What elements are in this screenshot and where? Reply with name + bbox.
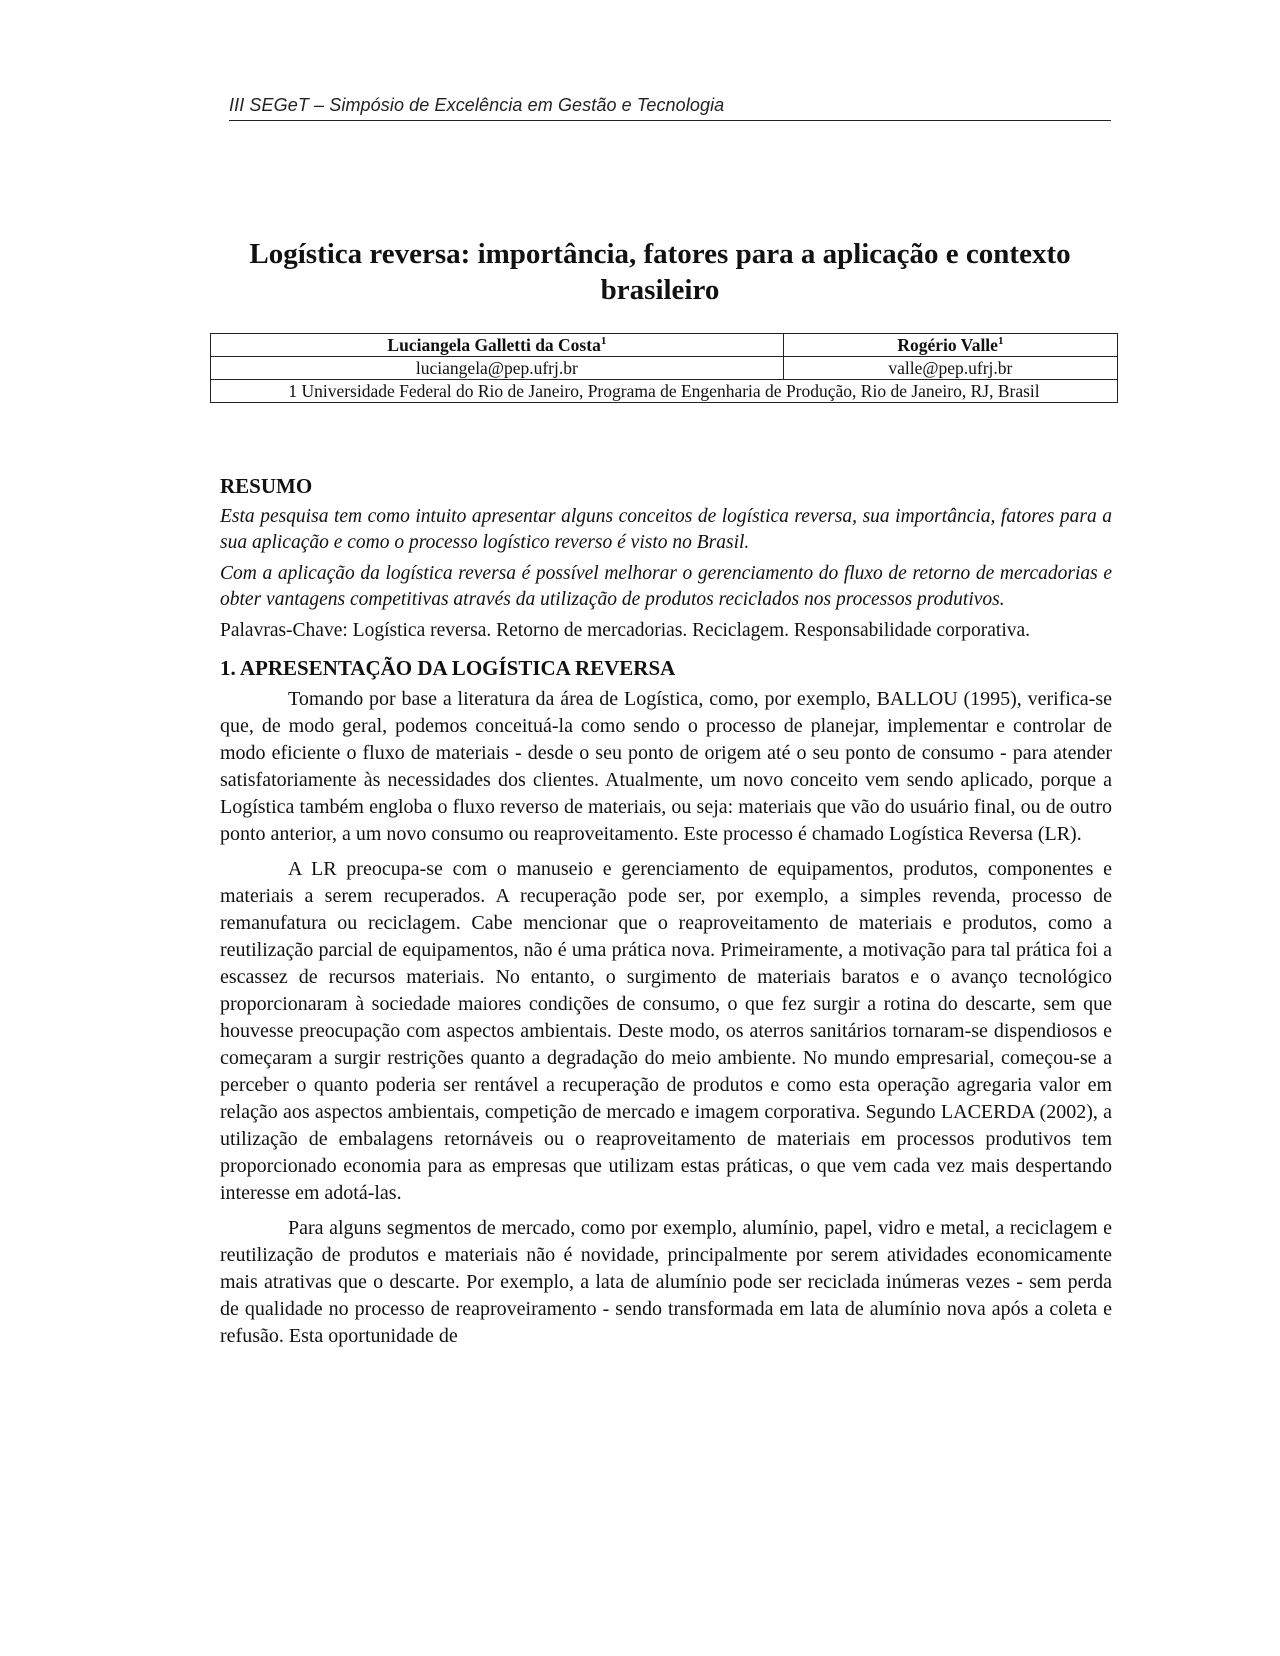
affiliation-row [211, 380, 1118, 403]
author-affiliation-mark: 1 [997, 335, 1004, 348]
abstract-heading: RESUMO [220, 474, 313, 498]
section-heading: 1. APRESENTAÇÃO DA LOGÍSTICA REVERSA [220, 655, 676, 680]
abstract-paragraph: Esta pesquisa tem como intuito apresentar alguns conceitos de logística reversa, sua importância, fatores para a sua aplicação e como o processo logístico reverso é visto no Brasil. [220, 506, 1112, 553]
paper-body [220, 472, 1112, 1350]
body-paragraph: Para alguns segmentos de mercado, como por exemplo, alumínio, papel, vidro e metal, a reciclagem e reutilização de produtos e materiais não é novidade, principalmente por serem atividades economicamente mais atrativas que o descarte. Por exemplo, a lata de alumínio pode ser reciclada inúmeras vezes - sem perda de qualidade no processo de reaproveiramento - sendo transformada em lata de alumínio nova após a coleta e refusão. Esta oportunidade de [220, 1216, 1112, 1347]
paper-title: Logística reversa: importância, fatores para a aplicação e contexto brasileiro [249, 238, 1071, 306]
author-table [210, 333, 1118, 403]
abstract-paragraph: Com a aplicação da logística reversa é possível melhorar o gerenciamento do fluxo de retorno de mercadorias e obter vantagens competitivas através da utilização de produtos reciclados nos processos produtivos. [220, 563, 1112, 610]
author-email: valle@pep.ufrj.br [783, 357, 1117, 380]
body-paragraph: A LR preocupa-se com o manuseio e gerenciamento de equipamentos, produtos, componentes e materiais a serem recuperados. A recuperação pode ser, por exemplo, a simples revenda, processo de remanufatura ou reciclagem. Cabe mencionar que o reaproveitamento de materiais e produtos, como a reutilização parcial de equipamentos, não é uma prática nova. Primeiramente, a motivação para tal prática foi a escassez de recursos materiais. No entanto, o surgimento de materiais baratos e o avanço tecnológico proporcionaram à sociedade maiores condições de consumo, o que fez surgir a rotina do descarte, sem que houvesse preocupação com aspectos ambientais. Deste modo, os aterros sanitários tornaram-se dispendiosos e começaram a surgir restrições quanto a degradação do meio ambiente. No mundo empresarial, começou-se a perceber o quanto poderia ser rentável a recuperação de produtos e como esta operação agregaria valor em relação aos aspectos ambientais, competição de mercado e imagem corporativa. Segundo LACERDA (2002), a utilização de embalagens retornáveis ou o reaproveitamento de materiais em processos produtivos tem proporcionado economia para as empresas que utilizam estas práticas, o que vem cada vez mais despertando interesse em adotá-las. [220, 857, 1112, 1204]
author-name: Rogério Valle [897, 335, 998, 355]
affiliation: 1 Universidade Federal do Rio de Janeiro, Programa de Engenharia de Produção, Rio de Janeiro, RJ, Brasil [211, 380, 1118, 403]
author-name-cell [211, 334, 784, 357]
author-name: Luciangela Galletti da Costa [387, 335, 601, 355]
author-email: luciangela@pep.ufrj.br [211, 357, 784, 380]
keywords: Palavras-Chave: Logística reversa. Retorno de mercadorias. Reciclagem. Responsabilidade corporativa. [220, 620, 1031, 641]
author-email-row [211, 357, 1118, 380]
author-affiliation-mark: 1 [600, 335, 607, 348]
body-paragraph: Tomando por base a literatura da área de Logística, como, por exemplo, BALLOU (1995), verifica-se que, de modo geral, podemos conceituá-la como sendo o processo de planejar, implementar e controlar de modo eficiente o fluxo de materiais - desde o seu ponto de origem até o seu ponto de consumo - para atender satisfatoriamente às necessidades dos clientes. Atualmente, um novo conceito vem sendo aplicado, porque a Logística também engloba o fluxo reverso de materiais, ou seja: materiais que vão do usuário final, ou de outro ponto anterior, a um novo consumo ou reaproveitamento. Este processo é chamado Logística Reversa (LR). [220, 687, 1112, 845]
author-name-cell [783, 334, 1117, 357]
author-name-row [211, 334, 1118, 357]
running-header: III SEGeT – Simpósio de Excelência em Gestão e Tecnologia [229, 94, 1111, 121]
